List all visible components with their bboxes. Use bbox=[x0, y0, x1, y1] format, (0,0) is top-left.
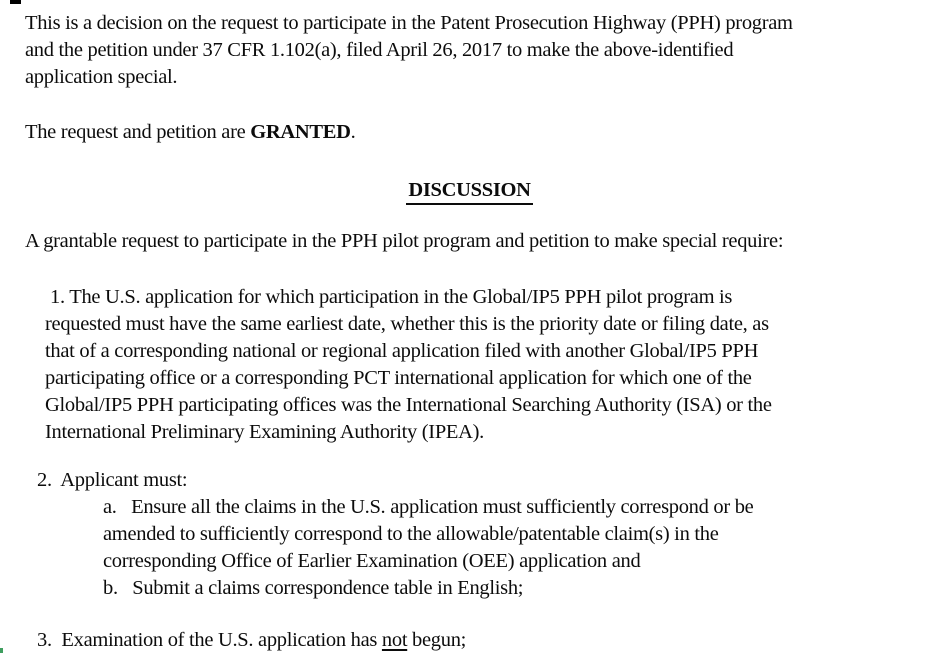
doc-line: A grantable request to participate in the PPH pilot program and petition to make special require: bbox=[25, 230, 784, 252]
scan-artifact-top-left bbox=[10, 0, 21, 4]
requirement-item-3 bbox=[37, 627, 914, 654]
requirement-item-1 bbox=[45, 284, 914, 446]
doc-line: International Preliminary Examining Authority (IPEA). bbox=[45, 421, 484, 443]
requirement-item-2 bbox=[37, 467, 914, 602]
doc-line: requested must have the same earliest date, whether this is the priority date or filing date, as bbox=[45, 313, 769, 335]
doc-line: participating office or a corresponding PCT international application for which one of the bbox=[45, 367, 752, 389]
intro-paragraph bbox=[25, 10, 914, 91]
doc-line bbox=[37, 627, 914, 654]
doc-line: amended to sufficiently correspond to the allowable/patentable claim(s) in the bbox=[103, 523, 719, 545]
doc-line bbox=[25, 119, 914, 146]
item3-before-text: 3. Examination of the U.S. application has bbox=[37, 629, 382, 651]
discussion-heading-text: DISCUSSION bbox=[406, 178, 532, 205]
granted-before-text: The request and petition are bbox=[25, 121, 251, 143]
doc-line: that of a corresponding national or regional application filed with another Global/IP5 PPH bbox=[45, 340, 759, 362]
doc-line: b. Submit a claims correspondence table in English; bbox=[103, 577, 524, 599]
discussion-heading bbox=[25, 177, 914, 205]
doc-line: and the petition under 37 CFR 1.102(a), filed April 26, 2017 to make the above-identified bbox=[25, 39, 734, 61]
item3-underlined-word: not bbox=[381, 629, 408, 651]
doc-line: application special. bbox=[25, 66, 178, 88]
granted-statement bbox=[25, 119, 914, 146]
scan-artifact-bottom-left bbox=[0, 648, 3, 653]
doc-line: 1. The U.S. application for which participation in the Global/IP5 PPH pilot program is bbox=[50, 286, 733, 308]
requirement-item-2-subitems bbox=[103, 494, 914, 602]
doc-line: 2. Applicant must: bbox=[37, 469, 188, 491]
granted-bold-text: GRANTED bbox=[250, 121, 351, 143]
granted-after-text: . bbox=[350, 121, 356, 143]
doc-line: Global/IP5 PPH participating offices was the International Searching Authority (ISA) or the bbox=[45, 394, 772, 416]
doc-line: a. Ensure all the claims in the U.S. application must sufficiently correspond or be bbox=[103, 496, 754, 518]
item3-after-text: begun; bbox=[407, 629, 467, 651]
requirements-intro bbox=[25, 228, 914, 255]
doc-line: corresponding Office of Earlier Examination (OEE) application and bbox=[103, 550, 641, 572]
doc-line: This is a decision on the request to participate in the Patent Prosecution Highway (PPH) program bbox=[25, 12, 793, 34]
